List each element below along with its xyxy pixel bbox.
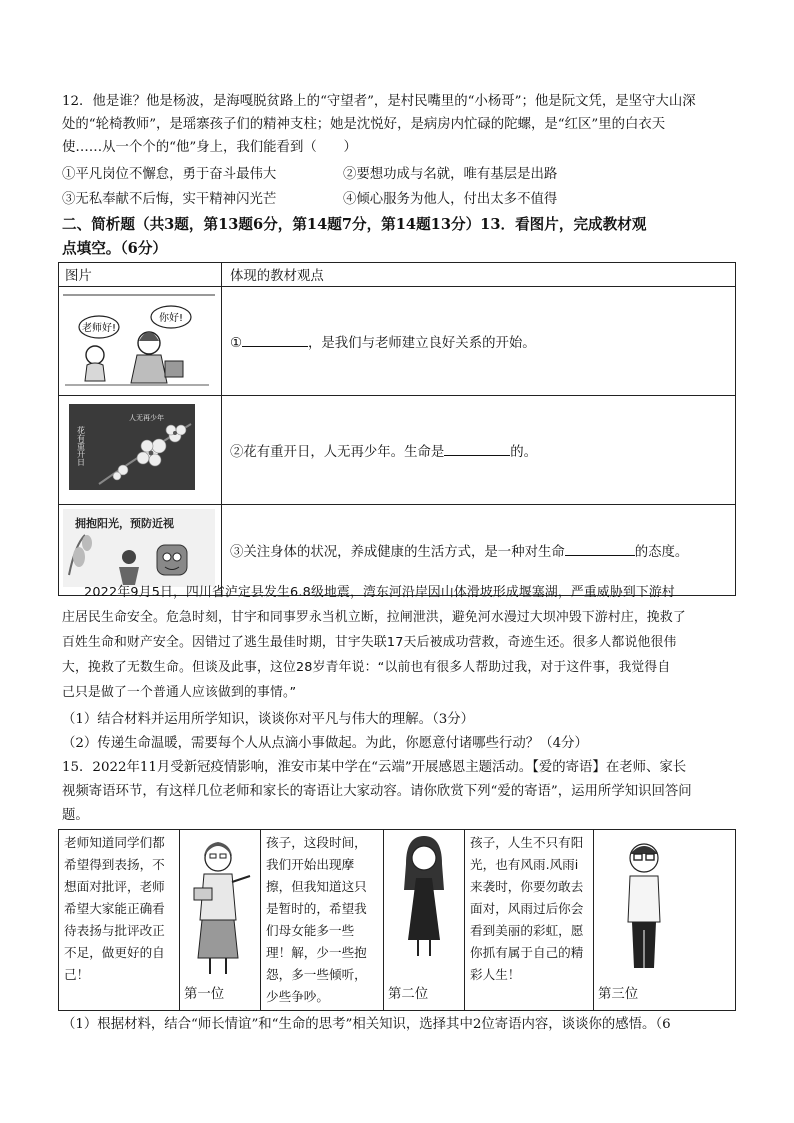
flower-image-text-2: 人无再少年 [129,414,164,422]
q13-row1-text [222,287,736,396]
q15-messages-table [58,829,736,1011]
teacher-figure-icon [180,830,260,980]
q13-row-2 [59,396,736,505]
q14-material-line1: 2022年9月5日，四川省泸定县发生6.8级地震，湾东河沿岸因山体滑坡形成堰塞湖，严重威胁到下游村 [84,585,675,600]
q15-stem-line3: 题。 [62,808,89,823]
flower-image-text-1: 花有重开日 [76,426,86,466]
q15-stem-line2: 视频寄语环节，有这样几位老师和家长的寄语让大家动容。请你欣赏下列“爱的寄语”，运用所学知识回答问 [62,784,692,799]
q13-row2-picture [59,396,222,505]
speech-bubble-2: 你好! [158,313,184,324]
section2-heading-line2: 点填空。（6分） [62,240,168,257]
father-figure-icon [594,830,694,980]
speaker-2-label: 第二位 [388,987,429,1002]
q13-col-picture: 图片 [59,263,222,287]
q12-option-2: ②要想功成与名就，唯有基层是出路 [343,167,558,182]
message-2-text: 孩子，这段时间，我们开始出现摩擦，但我知道这只是暂时的，希望我们母女能多一些理！解，少一些抱怨，多一些倾听，少些争吵。 [261,830,384,1011]
q13-row1-picture [59,287,222,396]
q13-blank-2[interactable] [444,441,510,456]
message-3-text: 孩子，人生不只有阳光，也有风雨.风雨ⅰ来袭时，你要勿敢去面对，风雨过后你会看到美丽的彩虹，愿你抓有属于自己的精彩人生！ [465,830,594,1011]
q13-row2-text-b: 的。 [510,444,538,460]
q13-table [58,262,736,596]
q13-row1-text-a: ① [230,335,243,351]
q12-stem-line3: 使……从一个个的“他”身上，我们能看到（ ） [62,140,357,155]
q12-stem-line2: 处的“轮椅教师”，是瑶寨孩子们的精神支柱；她是沈悦好，是病房内忙碌的陀螺，是“红区”里的白衣天 [62,117,666,132]
q13-header-row [59,263,736,287]
q14-subquestion-2: （2）传递生命温暖，需要每个人从点滴小事做起。为此，你愿意付诸哪些行动？（4分） [62,736,588,751]
speaker-1-cell [180,830,261,1011]
q12-option-3: ③无私奉献不后悔，实干精神闪光芒 [62,192,277,207]
section2-heading-line1: 二、简析题（共3题，第13题6分，第14题7分，第14题13分）13．看图片，完成教材观 [62,216,647,233]
q14-material-line2: 庄居民生命安全。危急时刻，甘宇和同事罗永当机立断，拉闸泄洪，避免河水漫过大坝冲毁下游村庄，挽救了 [62,610,686,625]
eye-care-slogan: 拥抱阳光，预防近视 [75,517,174,530]
speaker-3-cell [594,830,736,1011]
speech-bubble-1: 老师好! [81,323,117,334]
q12-option-1: ①平凡岗位不懈怠，勇于奋斗最伟大 [62,167,277,182]
eye-care-poster-image [59,505,219,591]
q15-stem-line1: 15．2022年11月受新冠疫情影响，淮安市某中学在“云端”开展感恩主题活动。【爱的寄语】在老师、家长 [62,760,687,775]
mother-figure-icon [384,830,464,960]
q13-row2-text [222,396,736,505]
q15-subquestion-1: （1）根据材料，结合“师长情谊”和“生命的思考”相关知识，选择其中2位寄语内容，谈谈你的感悟。（6 [62,1017,671,1032]
q14-material-line4: 大，挽救了无数生命。但谈及此事，这位28岁青年说：“以前也有很多人帮助过我，对于这件事，我觉得自 [62,660,671,675]
teacher-student-greeting-image [59,287,219,391]
q14-subquestion-1: （1）结合材料并运用所学知识，谈谈你对平凡与伟大的理解。（3分） [62,712,475,727]
q13-row3-text-a: ③关注身体的状况，养成健康的生活方式，是一种对生命 [230,544,565,560]
q13-row3-text-b: 的态度。 [634,544,689,560]
q14-material-line5: 己只是做了一个普通人应该做到的事情。” [62,685,297,700]
q12-option-4: ④倾心服务为他人，付出太多不值得 [343,192,558,207]
q13-blank-1[interactable] [242,332,308,347]
flower-poem-image [59,396,219,500]
q13-row2-text-a: ②花有重开日，人无再少年。生命是 [230,444,445,460]
q15-messages-row [59,830,736,1011]
speaker-2-cell [384,830,465,1011]
message-1-text: 老师知道同学们都希望得到表扬，不想面对批评，老师希望大家能正确看待表扬与批评改正不足，做更好的自己！ [59,830,180,1011]
q13-row1-text-b: ，是我们与老师建立良好关系的开始。 [308,335,536,351]
q13-col-viewpoint: 体现的教材观点 [222,263,736,287]
q13-row-1 [59,287,736,396]
q13-blank-3[interactable] [565,541,635,556]
q14-material-line3: 百姓生命和财产安全。因错过了逃生最佳时期，甘宇失联17天后被成功营救，奇迹生还。很多人都说他很伟 [62,635,677,650]
speaker-1-label: 第一位 [184,987,225,1002]
speaker-3-label: 第三位 [598,987,639,1002]
q12-stem-line1: 12．他是谁？他是杨波，是海嘎脱贫路上的“守望者”，是村民嘴里的“小杨哥”；他是阮文凭，是坚守大山深 [62,94,696,109]
